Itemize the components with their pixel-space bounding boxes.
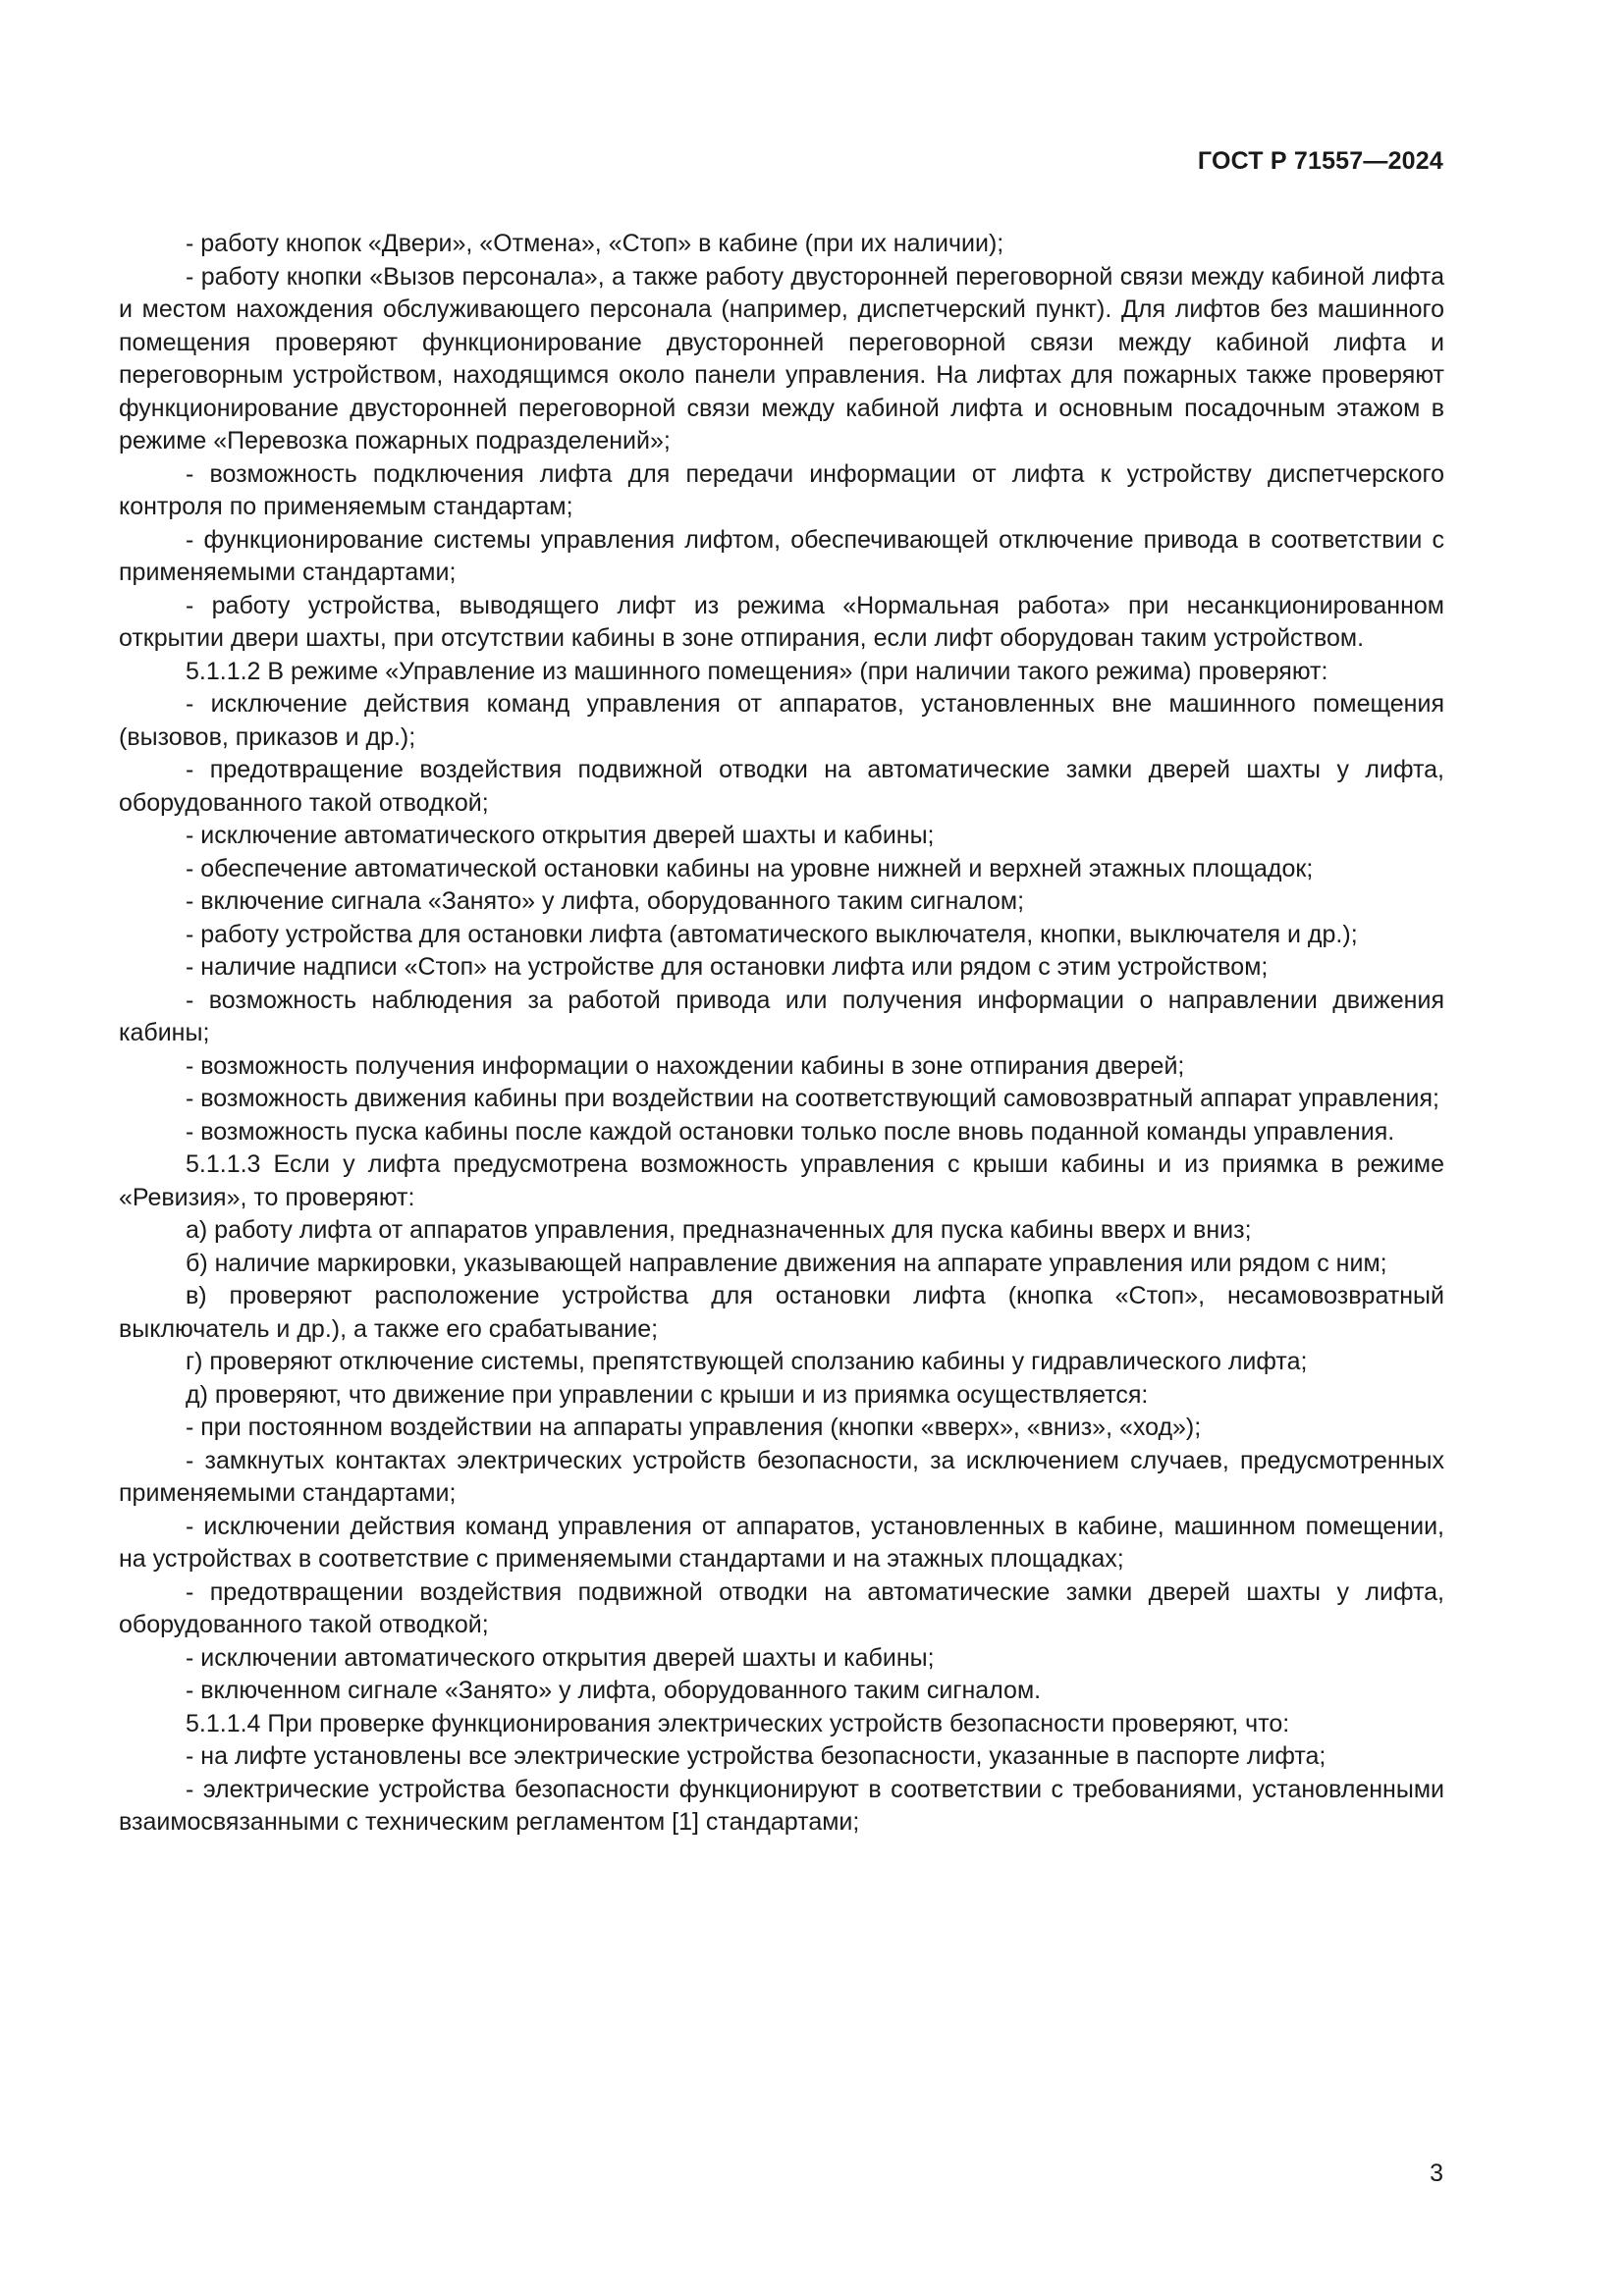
paragraph: - при постоянном воздействии на аппараты управления (кнопки «вверх», «вниз», «ход»);	[186, 1414, 1202, 1441]
paragraph: - исключение автоматического открытия дверей шахты и кабины;	[186, 822, 935, 849]
paragraph: б) наличие маркировки, указывающей направление движения на аппарате управления или рядом с ним;	[186, 1249, 1387, 1277]
paragraph: - предотвращении воздействия подвижной отводки на автоматические замки дверей шахты у лифта, оборудованного такой отводкой;	[119, 1577, 1444, 1638]
paragraph: - наличие надписи «Стоп» на устройстве для остановки лифта или рядом с этим устройством;	[186, 953, 1269, 981]
paragraph: - возможность наблюдения за работой привода или получения информации о направлении движения кабины;	[119, 986, 1444, 1046]
paragraph: - функционирование системы управления лифтом, обеспечивающей отключение привода в соответствии с применяемыми стандартами;	[119, 525, 1444, 586]
paragraph: - работу устройства для остановки лифта (автоматического выключателя, кнопки, выключателя и др.);	[186, 920, 1358, 948]
paragraph: 5.1.1.4 При проверке функционирования электрических устройств безопасности проверяют, что:	[186, 1709, 1290, 1737]
paragraph: - возможность получения информации о нахождении кабины в зоне отпирания дверей;	[186, 1051, 1185, 1080]
paragraph: - включение сигнала «Занято» у лифта, оборудованного таким сигналом;	[186, 887, 1025, 915]
paragraph: - исключение действия команд управления от аппаратов, установленных вне машинного помещения (вызовов, приказов и др.);	[119, 690, 1444, 751]
paragraph: - на лифте установлены все электрические устройства безопасности, указанные в паспорте лифта;	[186, 1742, 1326, 1770]
paragraph: - возможность движения кабины при воздействии на соответствующий самовозвратный аппарат управления;	[186, 1085, 1439, 1112]
paragraph: д) проверяют, что движение при управлении с крыши и из приямка осуществляется:	[186, 1380, 1149, 1409]
paragraph: а) работу лифта от аппаратов управления, предназначенных для пуска кабины вверх и вниз;	[186, 1216, 1252, 1244]
paragraph: - замкнутых контактах электрических устройств безопасности, за исключением случаев, предусмотренных применяемыми стандартами;	[119, 1446, 1444, 1507]
paragraph: - включенном сигнале «Занято» у лифта, оборудованного таким сигналом.	[186, 1677, 1042, 1704]
document-body	[119, 228, 1444, 1840]
paragraph: - исключении действия команд управления от аппаратов, установленных в кабине, машинном помещении, на устройствах в соответствие с применяемыми стандартами и на этажных площадках;	[119, 1512, 1444, 1573]
paragraph: - работу кнопки «Вызов персонала», а также работу двусторонней переговорной связи между кабиной лифта и местом нахождения обслуживающего персонала (например, диспетчерский пункт). Для лифтов без машинного помещения проверяют функционирование двусторонней переговорной связи между кабиной лифта и переговорным устройством, находящимся около панели управления. На лифтах для пожарных также проверяют функционирование двусторонней переговорной связи между кабиной лифта и основным посадочным этажом в режиме «Перевозка пожарных подразделений»;	[119, 262, 1444, 454]
paragraph: 5.1.1.2 В режиме «Управление из машинного помещения» (при наличии такого режима) проверяют:	[186, 657, 1328, 685]
paragraph: - работу кнопок «Двери», «Отмена», «Стоп» в кабине (при их наличии);	[186, 230, 1004, 257]
paragraph: г) проверяют отключение системы, препятствующей сползанию кабины у гидравлического лифта;	[186, 1348, 1308, 1375]
paragraph: в) проверяют расположение устройства для остановки лифта (кнопка «Стоп», несамовозвратный выключатель и др.), а также его срабатывание;	[119, 1282, 1444, 1343]
paragraph: - возможность пуска кабины после каждой остановки только после вновь поданной команды управления.	[186, 1117, 1395, 1146]
paragraph: 5.1.1.3 Если у лифта предусмотрена возможность управления с крыши кабины и из приямка в режиме «Ревизия», то проверяют:	[119, 1150, 1444, 1211]
paragraph: - обеспечение автоматической остановки кабины на уровне нижней и верхней этажных площадок;	[186, 854, 1314, 882]
paragraph: - работу устройства, выводящего лифт из режима «Нормальная работа» при несанкционированном открытии двери шахты, при отсутствии кабины в зоне отпирания, если лифт оборудован таким устройством.	[119, 591, 1444, 652]
document-standard-header: ГОСТ Р 71557—2024	[1197, 147, 1443, 175]
paragraph: - возможность подключения лифта для передачи информации от лифта к устройству диспетчерского контроля по применяемым стандартам;	[119, 459, 1444, 520]
paragraph: - предотвращение воздействия подвижной отводки на автоматические замки дверей шахты у лифта, оборудованного такой отводкой;	[119, 756, 1444, 817]
page-number: 3	[1430, 2160, 1443, 2187]
paragraph: - электрические устройства безопасности функционируют в соответствии с требованиями, установленными взаимосвязанными с техническим регламентом [1] стандартами;	[119, 1775, 1444, 1836]
paragraph: - исключении автоматического открытия дверей шахты и кабины;	[186, 1643, 935, 1672]
